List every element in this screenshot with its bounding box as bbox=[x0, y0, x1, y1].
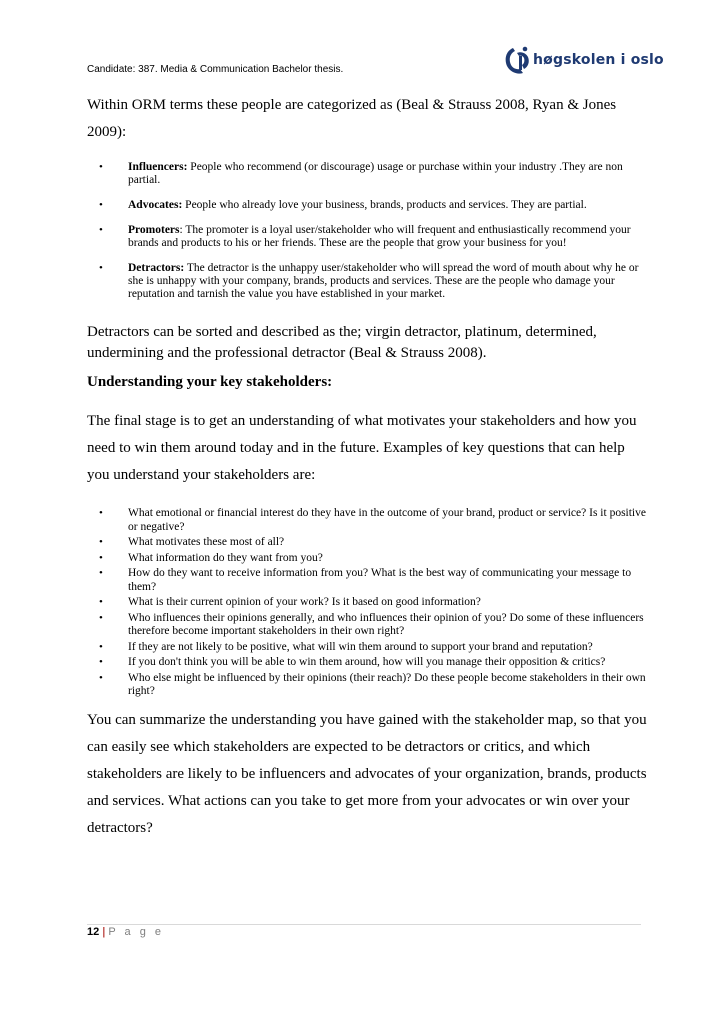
section-heading: Understanding your key stakeholders: bbox=[87, 374, 333, 390]
bullet-icon: • bbox=[99, 596, 103, 608]
bullet-icon: • bbox=[99, 551, 103, 564]
term-label: Promoters bbox=[128, 224, 180, 236]
list-item: • What motivates these most of all? bbox=[99, 536, 285, 548]
term-text: : The promoter is a loyal user/stakeholder who will frequent and enthusiastically recommend your brands and products to his or her friends. These are the people that grow your business for you! bbox=[128, 224, 631, 249]
list-item bbox=[87, 262, 647, 301]
list-item: • What is their current opinion of your work? Is it based on good information? bbox=[99, 596, 481, 608]
list-item: • Who influences their opinions generally, and who influences their opinion of you? Do some of these influencers therefore become important stakeholders in their own right? bbox=[99, 611, 644, 637]
questions-list bbox=[87, 507, 647, 701]
page-label: P a g e bbox=[108, 926, 164, 938]
term-label: Advocates: bbox=[128, 199, 183, 211]
list-item: • What information do they want from you? bbox=[99, 551, 323, 564]
list-item: • How do they want to receive information from you? What is the best way of communicating your message to them? bbox=[99, 567, 632, 593]
list-item: • What emotional or financial interest do they have in the outcome of your brand, product or service? Is it positive or negative? bbox=[99, 507, 646, 533]
final-stage-paragraph: The final stage is to get an understanding of what motivates your stakeholders and how you need to win them around today and in the future. Examples of key questions that can help you understand your stakeholders are: bbox=[87, 413, 637, 483]
logo bbox=[503, 42, 664, 78]
bullet-icon: • bbox=[99, 656, 103, 668]
bullet-icon: • bbox=[99, 536, 103, 548]
bullet-icon: • bbox=[99, 640, 103, 653]
list-item: • Who else might be influenced by their opinions (their reach)? Do these people become stakeholders in their own right? bbox=[99, 671, 646, 697]
bullet-icon: • bbox=[99, 567, 103, 579]
intro-paragraph: Within ORM terms these people are categorized as (Beal & Strauss 2008, Ryan & Jones 2009): bbox=[87, 97, 617, 140]
term-label: Influencers: bbox=[128, 161, 188, 173]
page-number: 12 bbox=[87, 926, 100, 938]
header-candidate-line: Candidate: 387. Media & Communication Bachelor thesis. bbox=[87, 64, 344, 75]
footer-separator: | bbox=[102, 926, 106, 938]
bullet-icon: • bbox=[99, 224, 103, 236]
list-item: • If they are not likely to be positive, what will win them around to support your brand and reputation? bbox=[99, 640, 593, 653]
footer-divider bbox=[87, 924, 641, 925]
bullet-icon: • bbox=[99, 199, 103, 211]
detractors-paragraph: Detractors can be sorted and described as the; virgin detractor, platinum, determined, undermining and the professional detractor (Beal & Strauss 2008). bbox=[87, 324, 597, 361]
list-item bbox=[87, 199, 647, 212]
bullet-icon: • bbox=[99, 262, 103, 274]
bullet-icon: • bbox=[99, 611, 103, 624]
term-text: The detractor is the unhappy user/stakeholder who will spread the word of mouth about why he or she is unhappy with your company, brands, products and services. These are the people who damage your reputation and tarnish the value you have established in your market. bbox=[128, 262, 639, 300]
list-item: • If you don't think you will be able to win them around, how will you manage their opposition & critics? bbox=[99, 656, 606, 668]
term-text: People who already love your business, brands, products and services. They are partial. bbox=[182, 199, 587, 211]
bullet-icon: • bbox=[99, 507, 103, 519]
list-item bbox=[87, 224, 647, 250]
list-item bbox=[87, 161, 647, 187]
term-text: People who recommend (or discourage) usage or purchase within your industry .They are non partial. bbox=[128, 161, 623, 186]
term-label: Detractors: bbox=[128, 262, 185, 274]
categories-list bbox=[87, 161, 647, 313]
bullet-icon: • bbox=[99, 671, 103, 684]
summary-paragraph: You can summarize the understanding you have gained with the stakeholder map, so that you can easily see which stakeholders are expected to be detractors or critics, and which stakeholders are likely to be influencers and advocates of your organization, brands, products and services. What actions can you take to get more from your advocates or win over your detractors? bbox=[87, 712, 647, 836]
page-footer bbox=[87, 926, 164, 938]
logo-text: høgskolen i oslo bbox=[533, 52, 664, 68]
logo-mark-icon bbox=[503, 42, 533, 78]
bullet-icon: • bbox=[99, 161, 103, 173]
